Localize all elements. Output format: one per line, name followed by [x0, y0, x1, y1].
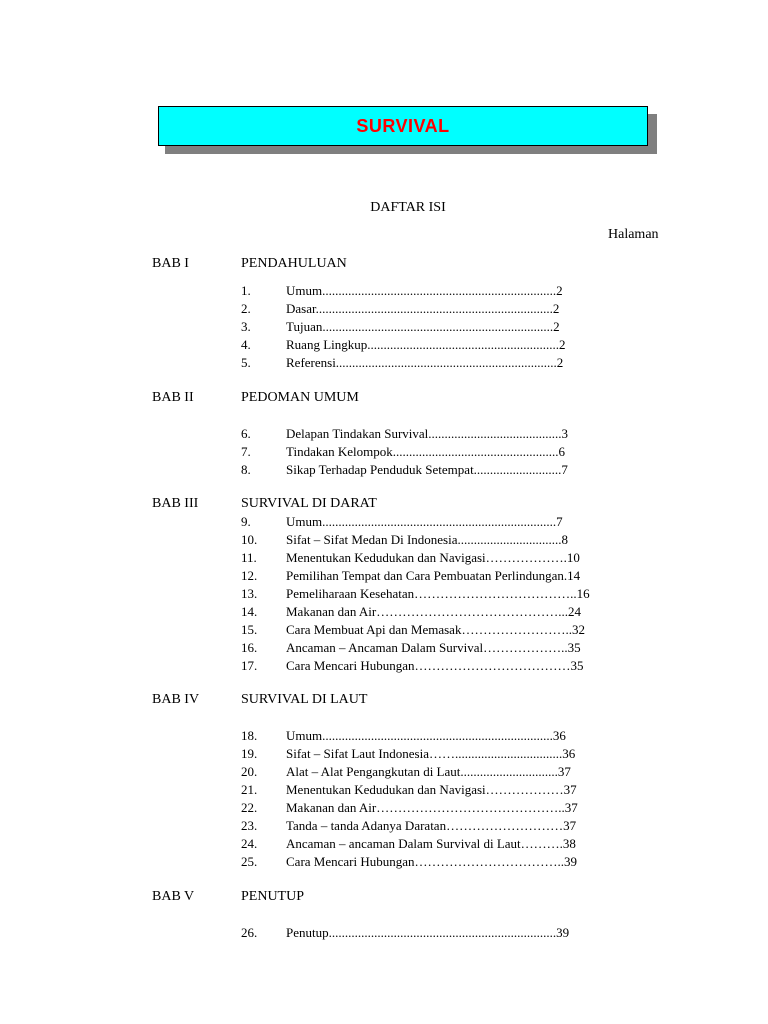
entry-number: 26.: [241, 925, 258, 940]
toc-entry: [241, 799, 578, 817]
toc-entry: [241, 585, 590, 603]
chapter: [152, 691, 672, 869]
entry-number: 23.: [241, 818, 258, 833]
toc-entry: [241, 300, 566, 318]
entry-number: 1.: [241, 283, 251, 298]
entry-text: Alat – Alat Pengangkutan di Laut..............................37: [286, 764, 571, 779]
entry-text: Makanan dan Air……………………………………...24: [286, 604, 582, 619]
entry-text: Ancaman – ancaman Dalam Survival di Laut……….38: [286, 836, 576, 851]
toc-entry: [241, 745, 578, 763]
page-column-label: Halaman: [608, 227, 659, 242]
toc-entry: [241, 282, 566, 300]
chapter-title: PENUTUP: [241, 889, 305, 904]
entry-text: Delapan Tindakan Survival.........................................3: [286, 426, 569, 441]
entry-text: Referensi....................................................................2: [286, 355, 564, 370]
entry-text: Menentukan Kedudukan dan Navigasi……………….10: [286, 550, 580, 565]
entry-text: Cara Mencari Hubungan……………………………..39: [286, 854, 578, 869]
entry-number: 7.: [241, 444, 251, 459]
toc-entry: [241, 621, 590, 639]
entry-number: 22.: [241, 800, 258, 815]
entry-number: 25.: [241, 854, 258, 869]
entry-text: Sifat – Sifat Medan Di Indonesia................................8: [286, 532, 568, 547]
toc-entry: [241, 639, 590, 657]
entry-number: 8.: [241, 462, 251, 477]
chapter-title: PENDAHULUAN: [241, 256, 347, 271]
entry-text: Ruang Lingkup...........................................................2: [286, 337, 566, 352]
chapter-heading: [152, 691, 672, 709]
entry-text: Sifat – Sifat Laut Indonesia…….................................36: [286, 746, 576, 761]
title-banner: [158, 106, 648, 146]
toc-entry: [241, 763, 578, 781]
entry-text: Ancaman – Ancaman Dalam Survival………………..35: [286, 640, 581, 655]
chapter-title: PEDOMAN UMUM: [241, 390, 359, 405]
entry-text: Umum........................................................................7: [286, 514, 563, 529]
toc-entry: [241, 781, 578, 799]
chapter-heading: [152, 389, 672, 407]
entry-text: Menentukan Kedudukan dan Navigasi………………37: [286, 782, 577, 797]
entry-number: 6.: [241, 426, 251, 441]
chapter-number: BAB III: [152, 496, 199, 511]
entry-list: [241, 727, 578, 871]
chapter-number: BAB IV: [152, 692, 200, 707]
entry-number: 10.: [241, 532, 258, 547]
entry-text: Pemilihan Tempat dan Cara Pembuatan Perlindungan.14: [286, 568, 581, 583]
toc-entry: [241, 727, 578, 745]
toc-entry: [241, 318, 566, 336]
entry-number: 21.: [241, 782, 258, 797]
entry-number: 14.: [241, 604, 258, 619]
entry-text: Penutup......................................................................39: [286, 925, 570, 940]
entry-number: 15.: [241, 622, 258, 637]
entry-number: 18.: [241, 728, 258, 743]
entry-text: Cara Mencari Hubungan………………………………35: [286, 658, 584, 673]
toc-entry: [241, 425, 568, 443]
entry-text: Makanan dan Air……………………………………..37: [286, 800, 578, 815]
entry-text: Tindakan Kelompok...................................................6: [286, 444, 566, 459]
entry-number: 19.: [241, 746, 258, 761]
entry-text: Umum........................................................................2: [286, 283, 563, 298]
entry-number: 9.: [241, 514, 251, 529]
chapter: [152, 389, 672, 477]
entry-number: 20.: [241, 764, 258, 779]
toc-heading: DAFTAR ISI: [370, 200, 446, 215]
banner-title: SURVIVAL: [356, 115, 450, 136]
entry-text: Tujuan.......................................................................2: [286, 319, 560, 334]
chapter: [152, 888, 672, 940]
entry-number: 11.: [241, 550, 257, 565]
toc-entry: [241, 354, 566, 372]
toc-entry: [241, 603, 590, 621]
entry-list: [241, 924, 569, 942]
chapter-heading: [152, 495, 672, 513]
entry-number: 5.: [241, 355, 251, 370]
entry-number: 17.: [241, 658, 258, 673]
entry-text: Dasar.........................................................................2: [286, 301, 560, 316]
toc-entry: [241, 853, 578, 871]
entry-list: [241, 425, 568, 479]
toc-entry: [241, 549, 590, 567]
toc-entry: [241, 461, 568, 479]
entry-number: 3.: [241, 319, 251, 334]
toc-entry: [241, 817, 578, 835]
chapter-number: BAB V: [152, 889, 195, 904]
entry-number: 16.: [241, 640, 258, 655]
entry-number: 2.: [241, 301, 251, 316]
toc-entry: [241, 336, 566, 354]
chapter-title: SURVIVAL DI LAUT: [241, 692, 368, 707]
chapter: [152, 255, 672, 370]
entry-number: 24.: [241, 836, 258, 851]
entry-number: 13.: [241, 586, 258, 601]
toc-entry: [241, 443, 568, 461]
entry-list: [241, 282, 566, 372]
chapter: [152, 495, 672, 673]
chapter-heading: [152, 888, 672, 906]
toc-entry: [241, 567, 590, 585]
toc-entry: [241, 657, 590, 675]
entry-text: Umum.......................................................................36: [286, 728, 566, 743]
toc-entry: [241, 924, 569, 942]
chapter-number: BAB II: [152, 390, 194, 405]
entry-number: 4.: [241, 337, 251, 352]
entry-text: Cara Membuat Api dan Memasak……………………..32: [286, 622, 585, 637]
entry-text: Sikap Terhadap Penduduk Setempat...........................7: [286, 462, 568, 477]
chapter-heading: [152, 255, 672, 273]
toc-entry: [241, 513, 590, 531]
entry-list: [241, 513, 590, 675]
entry-number: 12.: [241, 568, 258, 583]
toc-entry: [241, 835, 578, 853]
toc-entry: [241, 531, 590, 549]
chapter-title: SURVIVAL DI DARAT: [241, 496, 377, 511]
chapter-number: BAB I: [152, 256, 189, 271]
entry-text: Pemeliharaan Kesehatan………………………………..16: [286, 586, 590, 601]
entry-text: Tanda – tanda Adanya Daratan………………………37: [286, 818, 577, 833]
